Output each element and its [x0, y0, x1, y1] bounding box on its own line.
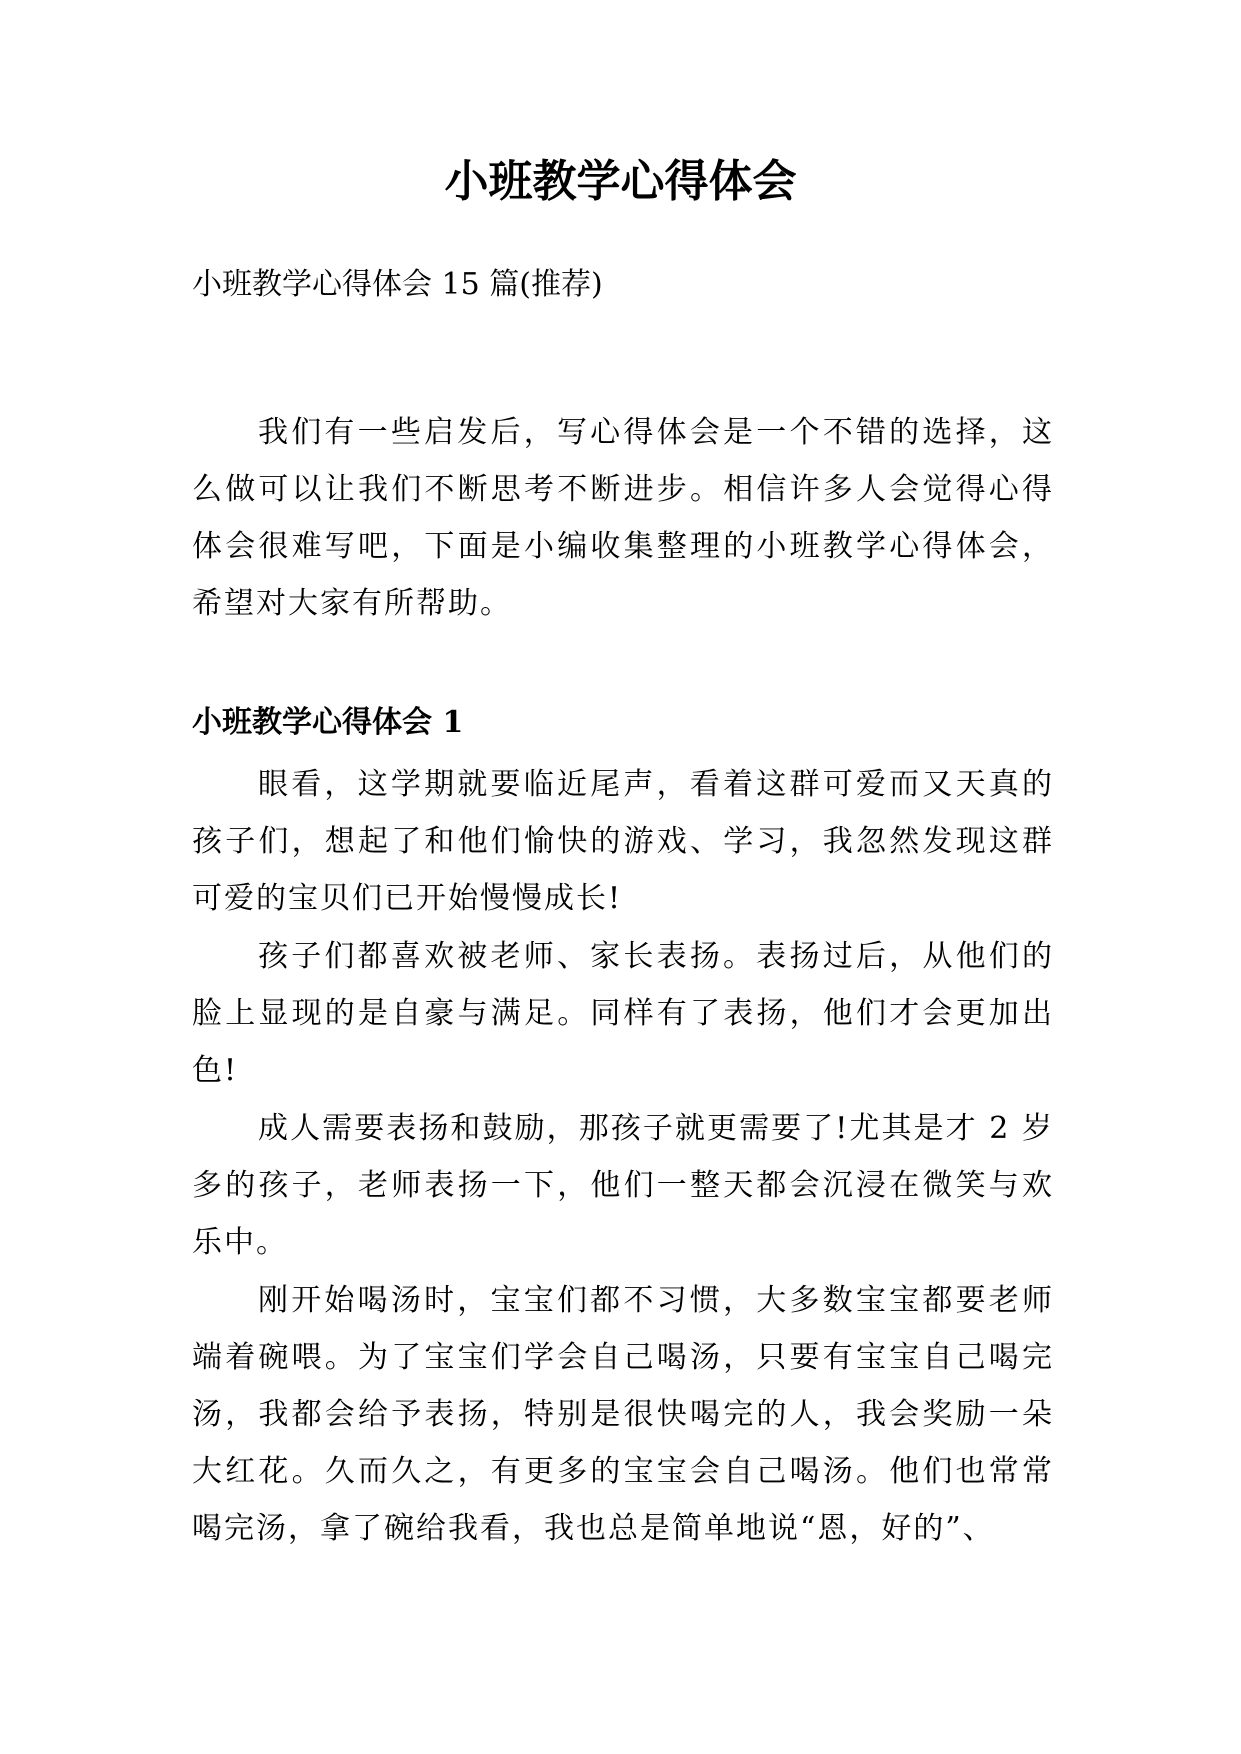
- intro-paragraph: 我们有一些启发后，写心得体会是一个不错的选择，这么做可以让我们不断思考不断进步。相信许多人会觉得心得体会很难写吧，下面是小编收集整理的小班教学心得体会，希望对大家有所帮助。: [192, 415, 1054, 621]
- section-1-paragraph-4: 刚开始喝汤时，宝宝们都不习惯，大多数宝宝都要老师端着碗喂。为了宝宝们学会自己喝汤，只要有宝宝自己喝完汤，我都会给予表扬，特别是很快喝完的人，我会奖励一朵大红花。久而久之，有更多的宝宝会自己喝汤。他们也常常喝完汤，拿了碗给我看，我也总是简单地说“恩，好的”、: [192, 1283, 1054, 1546]
- section-1-paragraph-1: 眼看，这学期就要临近尾声，看着这群可爱而又天真的孩子们，想起了和他们愉快的游戏、学习，我忽然发现这群可爱的宝贝们已开始慢慢成长!: [192, 767, 1054, 916]
- section-1-paragraph-3: 成人需要表扬和鼓励，那孩子就更需要了!尤其是才 2 岁多的孩子，老师表扬一下，他们一整天都会沉浸在微笑与欢乐中。: [192, 1111, 1054, 1260]
- document-subtitle: 小班教学心得体会 15 篇(推荐): [192, 267, 603, 302]
- document-title: 小班教学心得体会: [444, 156, 797, 207]
- section-1-paragraph-2: 孩子们都喜欢被老师、家长表扬。表扬过后，从他们的脸上显现的是自豪与满足。同样有了表扬，他们才会更加出色!: [192, 939, 1054, 1088]
- section-heading-1: 小班教学心得体会 1: [192, 705, 464, 740]
